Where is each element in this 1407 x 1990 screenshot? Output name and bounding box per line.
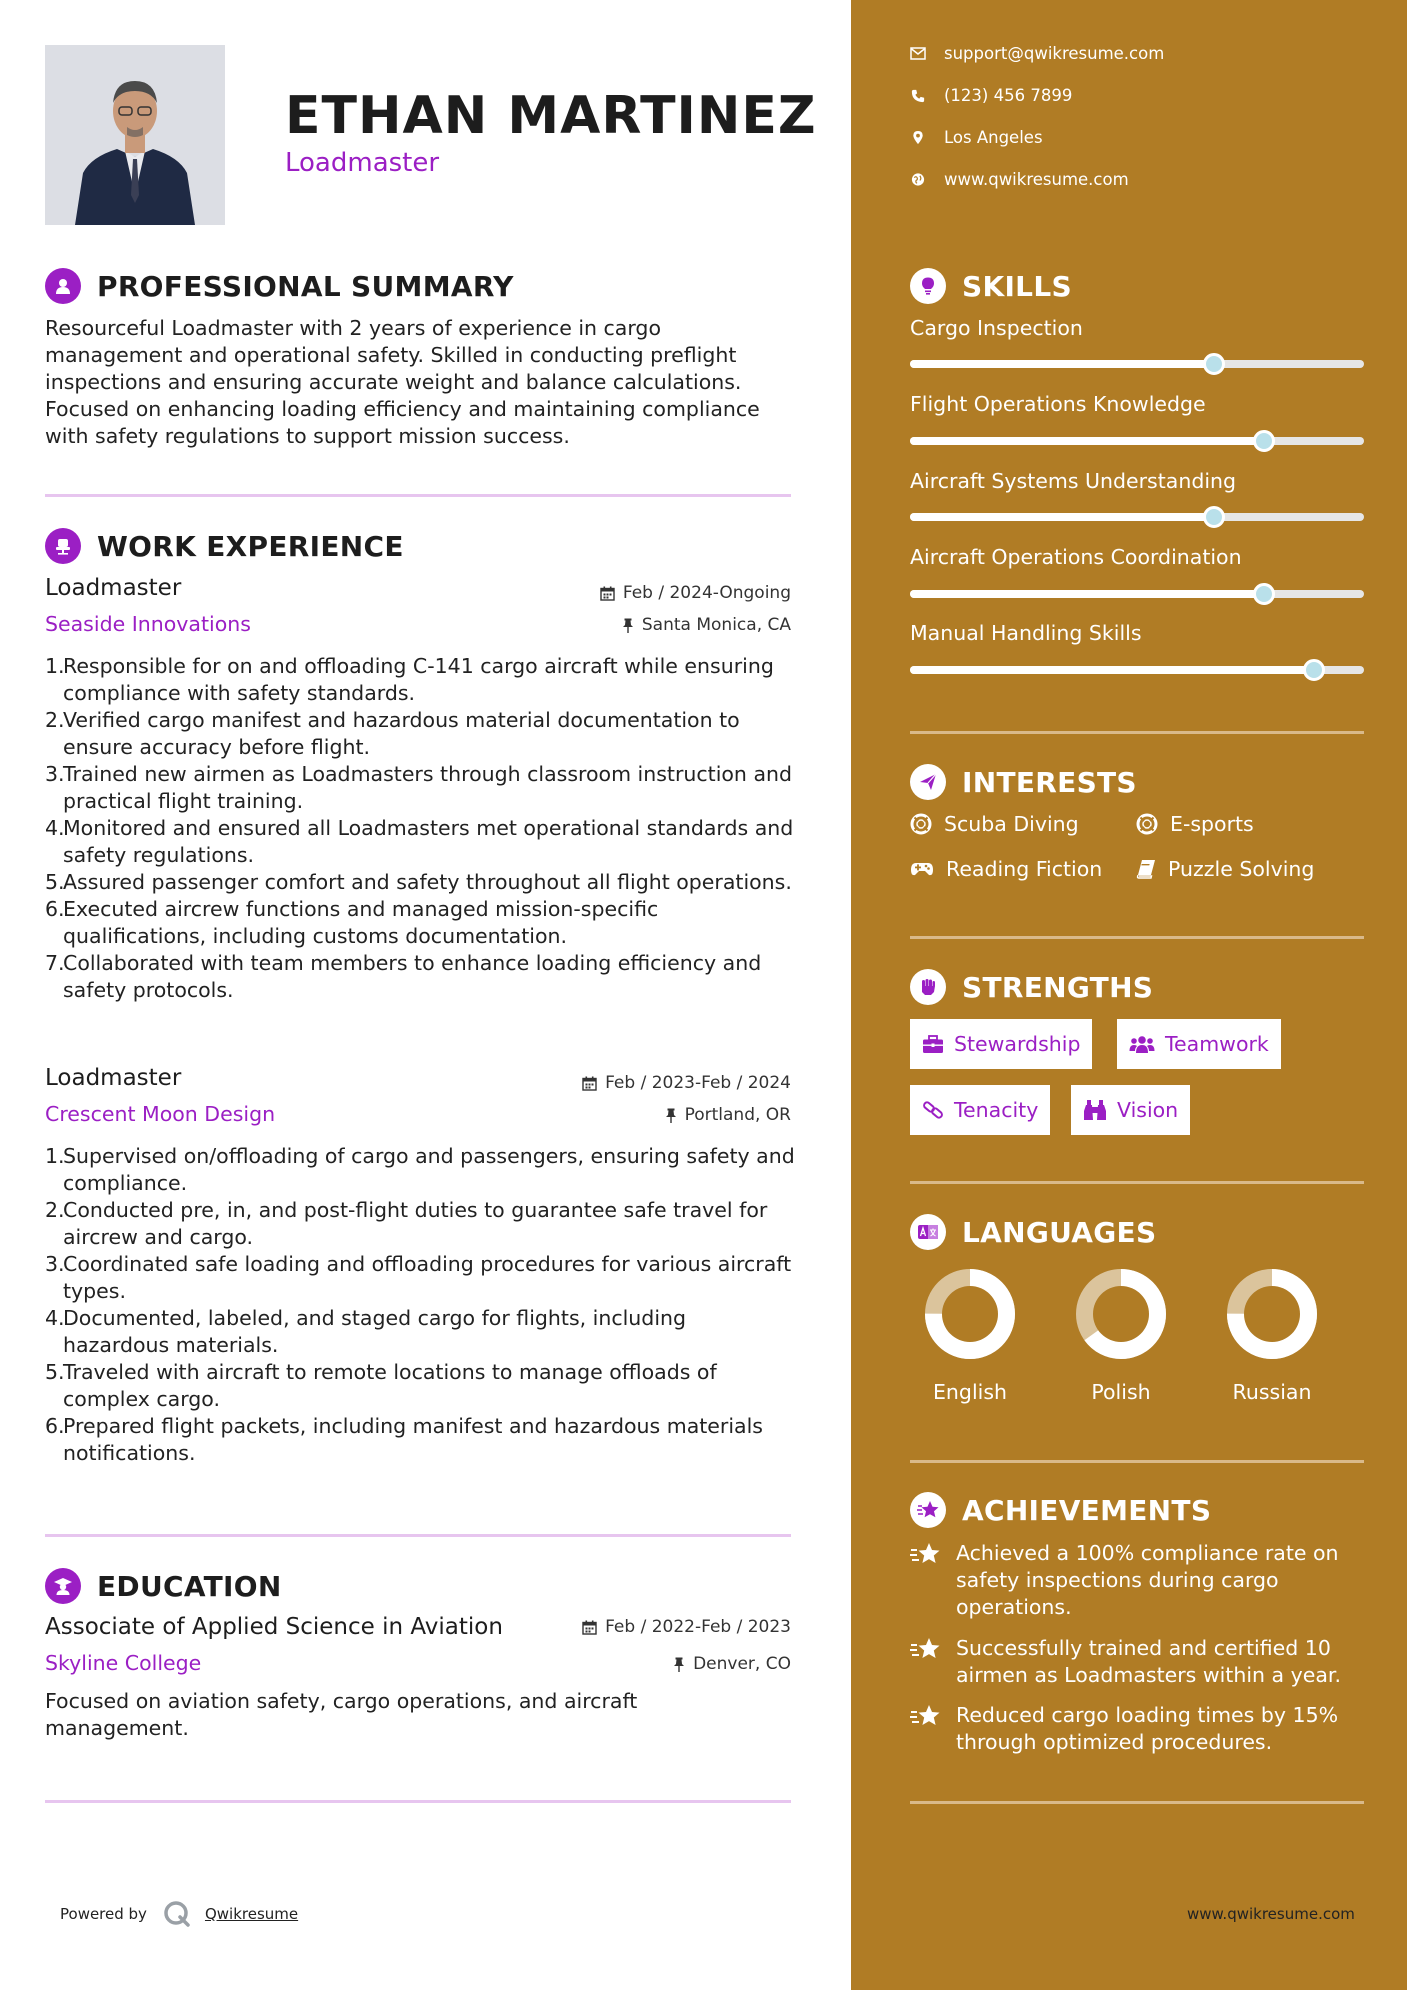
section-divider bbox=[910, 1801, 1364, 1804]
list-text: Responsible for on and offloading C-141 cargo aircraft while ensuring compliance with safety standards. bbox=[63, 654, 774, 705]
contact-location bbox=[910, 128, 1043, 147]
book-icon bbox=[1136, 859, 1156, 879]
fist-icon bbox=[910, 969, 946, 1005]
list-item bbox=[45, 1143, 795, 1197]
pin-icon bbox=[665, 1108, 677, 1123]
skill-bar bbox=[910, 666, 1364, 674]
list-text: Assured passenger comfort and safety throughout all flight operations. bbox=[63, 870, 792, 894]
list-item bbox=[45, 1251, 795, 1305]
list-item bbox=[45, 869, 795, 896]
achievement-item bbox=[910, 1540, 1360, 1621]
list-item bbox=[45, 707, 795, 761]
phone-icon bbox=[910, 89, 926, 103]
interest-item bbox=[1136, 812, 1254, 836]
skill-knob[interactable] bbox=[1203, 506, 1225, 528]
qwikresume-link[interactable]: Qwikresume bbox=[204, 1905, 299, 1923]
strength-label: Vision bbox=[1117, 1098, 1179, 1122]
job-duties bbox=[45, 653, 795, 1004]
language-item bbox=[1217, 1266, 1327, 1404]
skill-label: Aircraft Operations Coordination bbox=[910, 545, 1242, 569]
achievements-heading bbox=[910, 1492, 1211, 1528]
contact-phone-text: (123) 456 7899 bbox=[944, 86, 1073, 105]
skill-knob[interactable] bbox=[1203, 353, 1225, 375]
list-text: Traveled with aircraft to remote locations to manage offloads of complex cargo. bbox=[63, 1360, 717, 1411]
list-text: Coordinated safe loading and offloading procedures for various aircraft types. bbox=[63, 1252, 792, 1303]
section-divider bbox=[45, 494, 791, 497]
languages-heading bbox=[910, 1214, 1156, 1250]
skills-title: SKILLS bbox=[962, 269, 1072, 303]
job-dates-text: Feb / 2024-Ongoing bbox=[622, 583, 791, 603]
users-icon bbox=[1129, 1035, 1155, 1054]
interest-label: E-sports bbox=[1170, 812, 1254, 836]
skill-knob[interactable] bbox=[1253, 583, 1275, 605]
lightbulb-icon bbox=[910, 268, 946, 304]
summary-heading bbox=[45, 268, 514, 304]
list-number: 4. bbox=[45, 816, 65, 840]
gamepad-icon bbox=[910, 860, 934, 878]
list-number: 5. bbox=[45, 1360, 65, 1384]
skill-fill bbox=[910, 360, 1214, 368]
candidate-name: ETHAN MARTINEZ bbox=[285, 86, 817, 146]
interest-label: Scuba Diving bbox=[944, 812, 1079, 836]
list-number: 3. bbox=[45, 762, 65, 786]
education-location bbox=[673, 1654, 791, 1674]
education-dates bbox=[582, 1617, 791, 1637]
list-item bbox=[45, 950, 795, 1004]
skill-fill bbox=[910, 590, 1264, 598]
education-dates-text: Feb / 2022-Feb / 2023 bbox=[605, 1617, 791, 1637]
link-icon bbox=[922, 1099, 944, 1121]
skills-heading bbox=[910, 268, 1072, 304]
globe-icon bbox=[910, 172, 926, 187]
chair-icon bbox=[45, 528, 81, 564]
interests-title: INTERESTS bbox=[962, 765, 1137, 799]
education-heading bbox=[45, 1568, 282, 1604]
envelope-icon bbox=[910, 47, 926, 60]
skill-label: Aircraft Systems Understanding bbox=[910, 469, 1237, 493]
list-item bbox=[45, 815, 795, 869]
strength-label: Tenacity bbox=[954, 1098, 1039, 1122]
skill-fill bbox=[910, 666, 1314, 674]
education-title: EDUCATION bbox=[97, 1569, 282, 1603]
translate-icon bbox=[910, 1214, 946, 1250]
experience-title: WORK EXPERIENCE bbox=[97, 529, 404, 563]
list-text: Conducted pre, in, and post-flight duties to guarantee safe travel for aircrew and cargo. bbox=[63, 1198, 768, 1249]
list-number: 1. bbox=[45, 1144, 65, 1168]
list-item bbox=[45, 1359, 795, 1413]
qwikresume-logo-icon bbox=[163, 1900, 191, 1928]
job-company: Crescent Moon Design bbox=[45, 1102, 276, 1126]
skill-bar bbox=[910, 360, 1364, 368]
language-item bbox=[915, 1266, 1025, 1404]
skill-knob[interactable] bbox=[1253, 430, 1275, 452]
job-dates bbox=[600, 583, 791, 603]
list-item bbox=[45, 653, 795, 707]
contact-website-text: www.qwikresume.com bbox=[944, 170, 1129, 189]
language-item bbox=[1066, 1266, 1176, 1404]
list-text: Documented, labeled, and staged cargo for flights, including hazardous materials. bbox=[63, 1306, 687, 1357]
interest-item bbox=[910, 857, 1102, 881]
interests-heading bbox=[910, 764, 1137, 800]
list-text: Executed aircrew functions and managed mission-specific qualifications, including customs documentation. bbox=[63, 897, 659, 948]
job-company: Seaside Innovations bbox=[45, 612, 251, 636]
strength-tag bbox=[910, 1019, 1092, 1069]
contact-location-text: Los Angeles bbox=[944, 128, 1043, 147]
list-item bbox=[45, 1305, 795, 1359]
candidate-title: Loadmaster bbox=[285, 148, 440, 178]
strength-tag bbox=[1071, 1085, 1190, 1135]
list-text: Collaborated with team members to enhance loading efficiency and safety protocols. bbox=[63, 951, 762, 1002]
contact-website[interactable] bbox=[910, 170, 1129, 189]
achievement-text: Successfully trained and certified 10 airmen as Loadmasters within a year. bbox=[956, 1636, 1341, 1687]
paper-plane-icon bbox=[910, 764, 946, 800]
calendar-icon bbox=[582, 1076, 597, 1091]
list-text: Prepared flight packets, including manifest and hazardous materials notifications. bbox=[63, 1414, 763, 1465]
list-text: Trained new airmen as Loadmasters through classroom instruction and practical flight training. bbox=[63, 762, 793, 813]
language-label: Polish bbox=[1091, 1380, 1151, 1404]
education-degree: Associate of Applied Science in Aviation bbox=[45, 1614, 503, 1640]
section-divider bbox=[910, 1181, 1364, 1184]
shooting-star-icon bbox=[910, 1637, 942, 1661]
interest-label: Reading Fiction bbox=[946, 857, 1103, 881]
binoculars-icon bbox=[1083, 1099, 1107, 1121]
calendar-icon bbox=[582, 1620, 597, 1635]
language-ring-center bbox=[942, 1286, 998, 1342]
achievement-item bbox=[910, 1635, 1360, 1689]
list-number: 2. bbox=[45, 1198, 65, 1222]
briefcase-icon bbox=[922, 1035, 944, 1054]
section-divider bbox=[910, 1460, 1364, 1463]
lifebuoy-icon bbox=[910, 813, 932, 835]
strength-label: Stewardship bbox=[954, 1032, 1081, 1056]
section-divider bbox=[45, 1534, 791, 1537]
list-number: 4. bbox=[45, 1306, 65, 1330]
powered-by bbox=[60, 1900, 298, 1928]
list-number: 2. bbox=[45, 708, 65, 732]
interest-item bbox=[1136, 857, 1314, 881]
pin-icon bbox=[673, 1657, 685, 1672]
list-text: Supervised on/offloading of cargo and passengers, ensuring safety and compliance. bbox=[63, 1144, 795, 1195]
language-ring-center bbox=[1244, 1286, 1300, 1342]
interest-item bbox=[910, 812, 1079, 836]
language-label: English bbox=[932, 1380, 1008, 1404]
language-ring bbox=[922, 1266, 1018, 1362]
list-item bbox=[45, 1197, 795, 1251]
job-dates-text: Feb / 2023-Feb / 2024 bbox=[605, 1073, 791, 1093]
list-number: 1. bbox=[45, 654, 65, 678]
list-number: 5. bbox=[45, 870, 65, 894]
job-dates bbox=[582, 1073, 791, 1093]
contact-email-text: support@qwikresume.com bbox=[944, 44, 1165, 63]
list-item bbox=[45, 896, 795, 950]
list-number: 7. bbox=[45, 951, 65, 975]
summary-title: PROFESSIONAL SUMMARY bbox=[97, 269, 514, 303]
list-number: 6. bbox=[45, 1414, 65, 1438]
experience-heading bbox=[45, 528, 404, 564]
list-text: Verified cargo manifest and hazardous material documentation to ensure accuracy before flight. bbox=[63, 708, 740, 759]
list-number: 3. bbox=[45, 1252, 65, 1276]
skill-fill bbox=[910, 437, 1264, 445]
list-item bbox=[45, 1413, 795, 1467]
summary-text: Resourceful Loadmaster with 2 years of experience in cargo management and operational safety. Skilled in conducting preflight inspections and ensuring accurate weight and balance calculations. Focused on enhancing loading efficiency and maintaining compliance with safety regulations to support mission success. bbox=[45, 316, 760, 448]
lifebuoy-icon bbox=[1136, 813, 1158, 835]
skill-label: Flight Operations Knowledge bbox=[910, 392, 1206, 416]
pin-icon bbox=[622, 618, 634, 633]
skill-bar bbox=[910, 513, 1364, 521]
languages-title: LANGUAGES bbox=[962, 1215, 1157, 1249]
strengths-heading bbox=[910, 969, 1153, 1005]
job-location bbox=[665, 1105, 791, 1125]
list-text: Monitored and ensured all Loadmasters met operational standards and safety regulations. bbox=[63, 816, 794, 867]
list-number: 6. bbox=[45, 897, 65, 921]
education-text: Focused on aviation safety, cargo operations, and aircraft management. bbox=[45, 1689, 638, 1740]
education-school: Skyline College bbox=[45, 1651, 202, 1675]
job-title: Loadmaster bbox=[45, 1065, 182, 1091]
footer-website[interactable]: www.qwikresume.com bbox=[1187, 1905, 1355, 1923]
skill-fill bbox=[910, 513, 1214, 521]
strength-tag bbox=[1117, 1019, 1281, 1069]
shooting-star-icon bbox=[910, 1542, 942, 1566]
powered-by-label: Powered by bbox=[60, 1905, 147, 1923]
skill-label: Manual Handling Skills bbox=[910, 621, 1142, 645]
calendar-icon bbox=[600, 586, 615, 601]
skill-knob[interactable] bbox=[1303, 659, 1325, 681]
shooting-star-icon bbox=[910, 1704, 942, 1728]
strength-label: Teamwork bbox=[1165, 1032, 1269, 1056]
map-marker-icon bbox=[910, 130, 926, 145]
section-divider bbox=[45, 1800, 791, 1803]
skill-bar bbox=[910, 437, 1364, 445]
achievements-title: ACHIEVEMENTS bbox=[962, 1493, 1212, 1527]
job-location-text: Portland, OR bbox=[684, 1105, 791, 1125]
language-ring bbox=[1224, 1266, 1320, 1362]
skill-bar bbox=[910, 590, 1364, 598]
contact-phone[interactable] bbox=[910, 86, 1072, 105]
job-duties bbox=[45, 1143, 795, 1467]
strengths-title: STRENGTHS bbox=[962, 970, 1154, 1004]
graduate-icon bbox=[45, 1568, 81, 1604]
achievement-item bbox=[910, 1702, 1360, 1756]
language-label: Russian bbox=[1232, 1380, 1312, 1404]
section-divider bbox=[910, 936, 1364, 939]
list-item bbox=[45, 761, 795, 815]
skill-label: Cargo Inspection bbox=[910, 316, 1083, 340]
user-icon bbox=[45, 268, 81, 304]
education-location-text: Denver, CO bbox=[693, 1654, 791, 1674]
job-location bbox=[622, 615, 791, 635]
language-ring-center bbox=[1093, 1286, 1149, 1342]
profile-photo bbox=[45, 45, 225, 225]
job-title: Loadmaster bbox=[45, 575, 182, 601]
achievement-text: Achieved a 100% compliance rate on safety inspections during cargo operations. bbox=[956, 1541, 1339, 1619]
language-ring bbox=[1073, 1266, 1169, 1362]
achievement-text: Reduced cargo loading times by 15% through optimized procedures. bbox=[956, 1703, 1339, 1754]
interest-label: Puzzle Solving bbox=[1168, 857, 1315, 881]
contact-email[interactable] bbox=[910, 44, 1164, 63]
star-icon bbox=[910, 1492, 946, 1528]
job-location-text: Santa Monica, CA bbox=[641, 615, 791, 635]
strength-tag bbox=[910, 1085, 1050, 1135]
section-divider bbox=[910, 731, 1364, 734]
